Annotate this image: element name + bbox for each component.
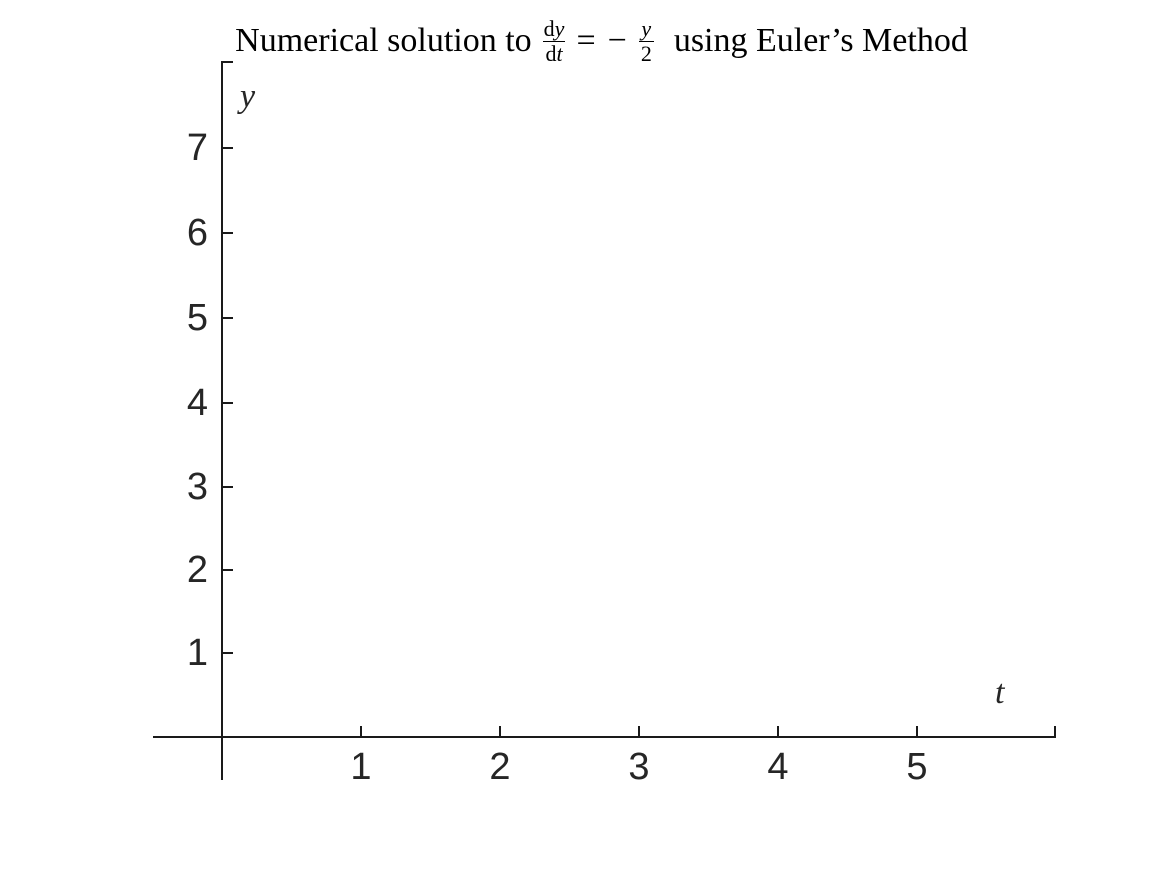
y-axis-label: y <box>240 78 256 115</box>
x-tick <box>916 726 918 737</box>
y-tick <box>222 569 233 571</box>
y-tick <box>222 402 233 404</box>
x-axis-label: t <box>995 674 1005 711</box>
x-tick <box>499 726 501 737</box>
y-tick <box>222 147 233 149</box>
title-suffix: using Euler’s Method <box>673 22 968 59</box>
y-tick-label: 5 <box>186 297 208 339</box>
y-tick-label: 6 <box>186 212 208 254</box>
x-tick-label: 5 <box>906 746 928 788</box>
equals-sign: = <box>576 22 596 59</box>
y-tick-label: 7 <box>186 127 208 169</box>
x-tick-label: 3 <box>628 746 650 788</box>
fraction-denominator: dt <box>545 40 563 66</box>
x-tick-label: 1 <box>350 746 372 788</box>
y-tick <box>222 486 233 488</box>
x-tick-label: 2 <box>489 746 511 788</box>
y-tick-label: 3 <box>186 466 208 508</box>
minus-sign: − <box>607 22 627 59</box>
y-axis-end-tick <box>222 61 233 63</box>
x-tick-label: 4 <box>767 746 789 788</box>
y-tick <box>222 317 233 319</box>
fraction-dy-dt <box>542 17 567 64</box>
y-tick-label: 4 <box>186 382 208 424</box>
x-tick <box>360 726 362 737</box>
x-axis-end-tick <box>1054 726 1056 737</box>
y-tick-label: 1 <box>186 632 208 674</box>
fraction-denominator: 2 <box>640 40 652 66</box>
fraction-y-2 <box>639 17 654 64</box>
y-tick <box>222 232 233 234</box>
fraction-numerator: y <box>641 16 652 42</box>
x-tick <box>777 726 779 737</box>
y-tick <box>222 652 233 654</box>
y-tick-label: 2 <box>186 549 208 591</box>
x-axis-line <box>153 736 1056 738</box>
title-prefix: Numerical solution to <box>235 22 532 59</box>
x-tick <box>638 726 640 737</box>
fraction-numerator: dy <box>543 16 565 42</box>
y-axis-line <box>221 61 223 780</box>
chart-title <box>40 12 1163 70</box>
